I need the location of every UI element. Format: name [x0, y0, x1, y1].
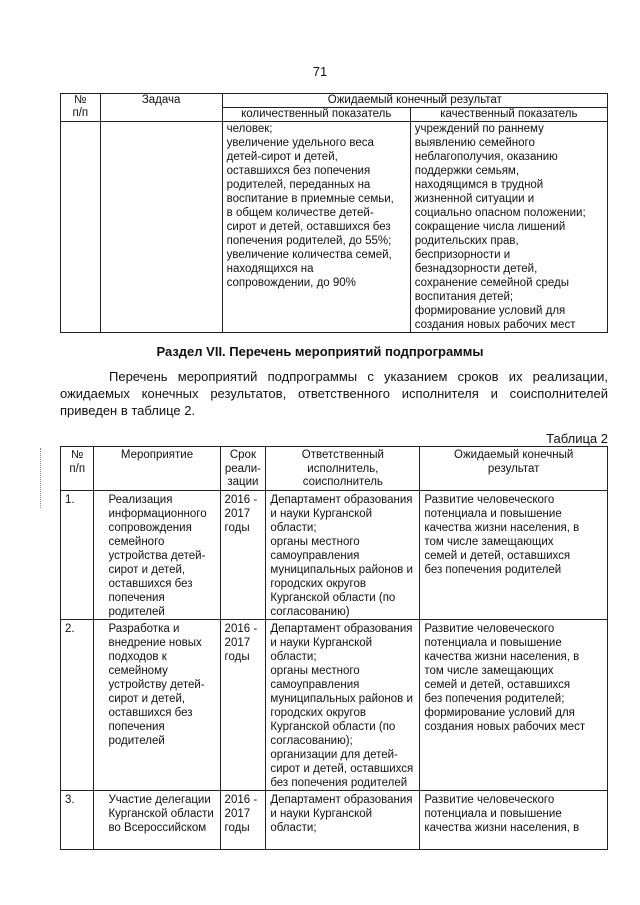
cell-line: увеличение количества семей,	[226, 249, 392, 261]
cell-line: самоуправления	[270, 549, 360, 562]
header-responsible	[266, 447, 420, 491]
cell-line: родителей, переданных на	[226, 179, 371, 191]
cell-line: находящимся в трудной	[414, 179, 544, 191]
cell-line: Курганской области (по	[270, 720, 396, 733]
cell-line: годы	[224, 650, 250, 663]
header-num-line: №	[74, 94, 87, 106]
cell-line: сирот и детей, оставшихся	[270, 762, 414, 775]
cell-line: 2017	[224, 636, 251, 649]
cell-line: Срок	[229, 449, 256, 461]
cell-line: учреждений по раннему	[414, 123, 544, 135]
cell-line: результат	[487, 462, 540, 475]
cell-line: муниципальных районов и	[270, 692, 413, 705]
page-number: 71	[312, 64, 328, 79]
cell-line: области;	[270, 521, 317, 534]
cell-line: без попечения родителей	[270, 776, 408, 789]
section-heading: Раздел VII. Перечень мероприятий подпрограммы	[156, 344, 484, 359]
cell-line: оставшихся без попечения	[226, 165, 371, 177]
header-num	[61, 94, 101, 122]
cell-line: родителей	[108, 605, 165, 618]
cell-line: 2016 -	[224, 622, 258, 635]
goals-table	[60, 93, 608, 333]
intro-line: ожидаемых конечных результатов, ответственного исполнителя и соисполнителей	[60, 386, 608, 401]
cell-qualitative	[410, 122, 607, 333]
cell-activity	[94, 619, 220, 790]
cell-line: Развитие человеческого	[424, 793, 555, 806]
cell-line: семейного	[108, 535, 165, 548]
cell-line: устройства детей-	[108, 549, 206, 562]
header-term	[220, 447, 266, 491]
cell-line: находящихся на	[226, 263, 314, 275]
cell-line: сокращение числа лишений	[414, 221, 566, 233]
cell-line: согласованию)	[270, 605, 350, 618]
cell-responsible	[266, 619, 420, 790]
cell-line: увеличение удельного веса	[226, 137, 374, 149]
cell-line: 2016 -	[224, 793, 258, 806]
cell-line: воспитания детей;	[414, 291, 514, 303]
cell-line: Курганской области (по	[270, 591, 396, 604]
cell-line: органы местного	[270, 664, 360, 677]
cell-line: том числе замещающих	[424, 535, 554, 548]
cell-line: согласованию);	[270, 734, 353, 747]
cell-line: годы	[224, 521, 250, 534]
table-caption: Таблица 2	[546, 431, 608, 446]
cell-line: Развитие человеческого	[424, 622, 555, 635]
cell-responsible	[266, 790, 420, 849]
cell-line: том числе замещающих	[424, 664, 554, 677]
cell-line: формирование условий для	[424, 706, 575, 719]
cell-line: семейному	[108, 664, 168, 677]
intro-line: приведен в таблице 2.	[60, 403, 196, 418]
cell-line: зации	[227, 476, 259, 488]
cell-line: беспризорности и	[414, 249, 511, 261]
cell-result	[420, 490, 608, 619]
cell-line: и науки Курганской	[270, 807, 373, 820]
cell-line: внедрение новых	[108, 636, 202, 649]
cell-quantitative	[222, 122, 410, 333]
table-row	[61, 619, 608, 790]
cell-line: во Всероссийском	[108, 821, 207, 834]
table-row	[61, 490, 608, 619]
cell-line: формирование условий для	[414, 305, 566, 317]
cell-line: исполнитель,	[307, 462, 379, 475]
cell-line: человек;	[226, 123, 273, 135]
cell-line: Департамент образования	[270, 622, 413, 635]
cell-line: жизненной ситуации и	[414, 193, 535, 205]
cell-line: родителей	[108, 734, 165, 747]
cell-result	[420, 790, 608, 849]
cell-line: области;	[270, 821, 317, 834]
cell-line: Департамент образования	[270, 493, 413, 506]
cell-line: без попечения родителей	[424, 563, 562, 576]
cell-line: потенциала и повышение	[424, 636, 562, 649]
header-quantitative: количественный показатель	[222, 108, 410, 122]
intro-paragraph	[60, 368, 608, 419]
cell-term	[220, 790, 266, 849]
cell-line: качества жизни населения, в	[424, 821, 580, 834]
cell-line: Развитие человеческого	[424, 493, 555, 506]
header-activity: Мероприятие	[94, 447, 220, 491]
cell-activity	[94, 790, 220, 849]
cell-line: качества жизни населения, в	[424, 521, 580, 534]
cell-task	[100, 122, 222, 333]
cell-result	[420, 619, 608, 790]
header-num-line: п/п	[72, 107, 89, 119]
cell-line: попечения родителей, до 55%;	[226, 235, 392, 247]
cell-line: родительских прав,	[414, 235, 519, 247]
cell-line: муниципальных районов и	[270, 563, 413, 576]
cell-line: выявлению семейного	[414, 137, 535, 149]
table-row	[61, 790, 608, 849]
intro-line: Перечень мероприятий подпрограммы с указанием сроков их реализации,	[109, 369, 608, 384]
cell-line: №	[71, 449, 84, 461]
cell-line: реали-	[224, 462, 262, 475]
cell-line: Ответственный	[301, 449, 384, 461]
cell-num: 1.	[61, 490, 94, 619]
cell-line: организации для детей-	[270, 748, 398, 761]
cell-line: детей-сирот и детей,	[226, 151, 338, 163]
cell-line: потенциала и повышение	[424, 507, 562, 520]
cell-line: области;	[270, 650, 317, 663]
cell-line: Разработка и	[108, 622, 180, 635]
cell-line: информационного	[108, 507, 207, 520]
cell-line: в общем количестве детей-	[226, 207, 374, 219]
cell-num: 3.	[61, 790, 94, 849]
cell-line: и науки Курганской	[270, 636, 373, 649]
cell-line: потенциала и повышение	[424, 807, 562, 820]
cell-line: сирот и детей,	[108, 563, 186, 576]
header-expected-result: Ожидаемый конечный результат	[222, 94, 607, 108]
cell-line: Курганской области	[108, 807, 214, 820]
table-row	[61, 122, 608, 333]
cell-line: неблагополучия, оказанию	[414, 151, 558, 163]
cell-line: безнадзорности детей,	[414, 263, 538, 275]
cell-term	[220, 619, 266, 790]
cell-line: Реализация	[108, 493, 173, 506]
cell-line: поддержки семьям,	[414, 165, 520, 177]
cell-line: попечения	[108, 720, 165, 733]
cell-line: сопровождения	[108, 521, 192, 534]
header-qualitative: качественный показатель	[410, 108, 607, 122]
cell-line: самоуправления	[270, 678, 360, 691]
cell-line: сохранение семейной среды	[414, 277, 570, 289]
header-num	[61, 447, 94, 491]
cell-line: семей и детей, оставшихся	[424, 549, 571, 562]
cell-line: Участие делегации	[108, 793, 211, 806]
cell-line: воспитание в приемные семьи,	[226, 193, 394, 205]
cell-line: и науки Курганской	[270, 507, 373, 520]
cell-line: городских округов	[270, 577, 366, 590]
cell-line: попечения	[108, 591, 165, 604]
cell-line: качества жизни населения, в	[424, 650, 580, 663]
cell-line: подходов к	[108, 650, 167, 663]
cell-line: Департамент образования	[270, 793, 413, 806]
cell-term	[220, 490, 266, 619]
cell-line: соисполнитель	[302, 476, 383, 488]
cell-line: сирот и детей, оставшихся без	[226, 221, 391, 233]
cell-responsible	[266, 490, 420, 619]
cell-num: 2.	[61, 619, 94, 790]
cell-line: сирот и детей,	[108, 692, 186, 705]
cell-line: социально опасном положении;	[414, 207, 586, 219]
cell-line: п/п	[69, 462, 86, 475]
cell-line: 2017	[224, 507, 251, 520]
cell-line: годы	[224, 821, 250, 834]
header-task: Задача	[100, 94, 222, 122]
cell-line: сопровождении, до 90%	[226, 277, 356, 289]
cell-line: 2017	[224, 807, 251, 820]
header-result	[420, 447, 608, 491]
cell-line: городских округов	[270, 706, 366, 719]
cell-line: создания новых рабочих мест	[414, 319, 576, 331]
cell-num	[61, 122, 101, 333]
cell-activity	[94, 490, 220, 619]
cell-line: семей и детей, оставшихся	[424, 678, 571, 691]
cell-line: 2016 -	[224, 493, 258, 506]
cell-line: без попечения родителей;	[424, 692, 565, 705]
cell-line: оставшихся без	[108, 706, 193, 719]
scan-artifact	[40, 448, 42, 508]
cell-line: устройству детей-	[108, 678, 205, 691]
activities-table	[60, 446, 608, 850]
cell-line: органы местного	[270, 535, 360, 548]
cell-line: создания новых рабочих мест	[424, 720, 586, 733]
cell-line: Ожидаемый конечный	[454, 449, 574, 461]
cell-line: оставшихся без	[108, 577, 193, 590]
